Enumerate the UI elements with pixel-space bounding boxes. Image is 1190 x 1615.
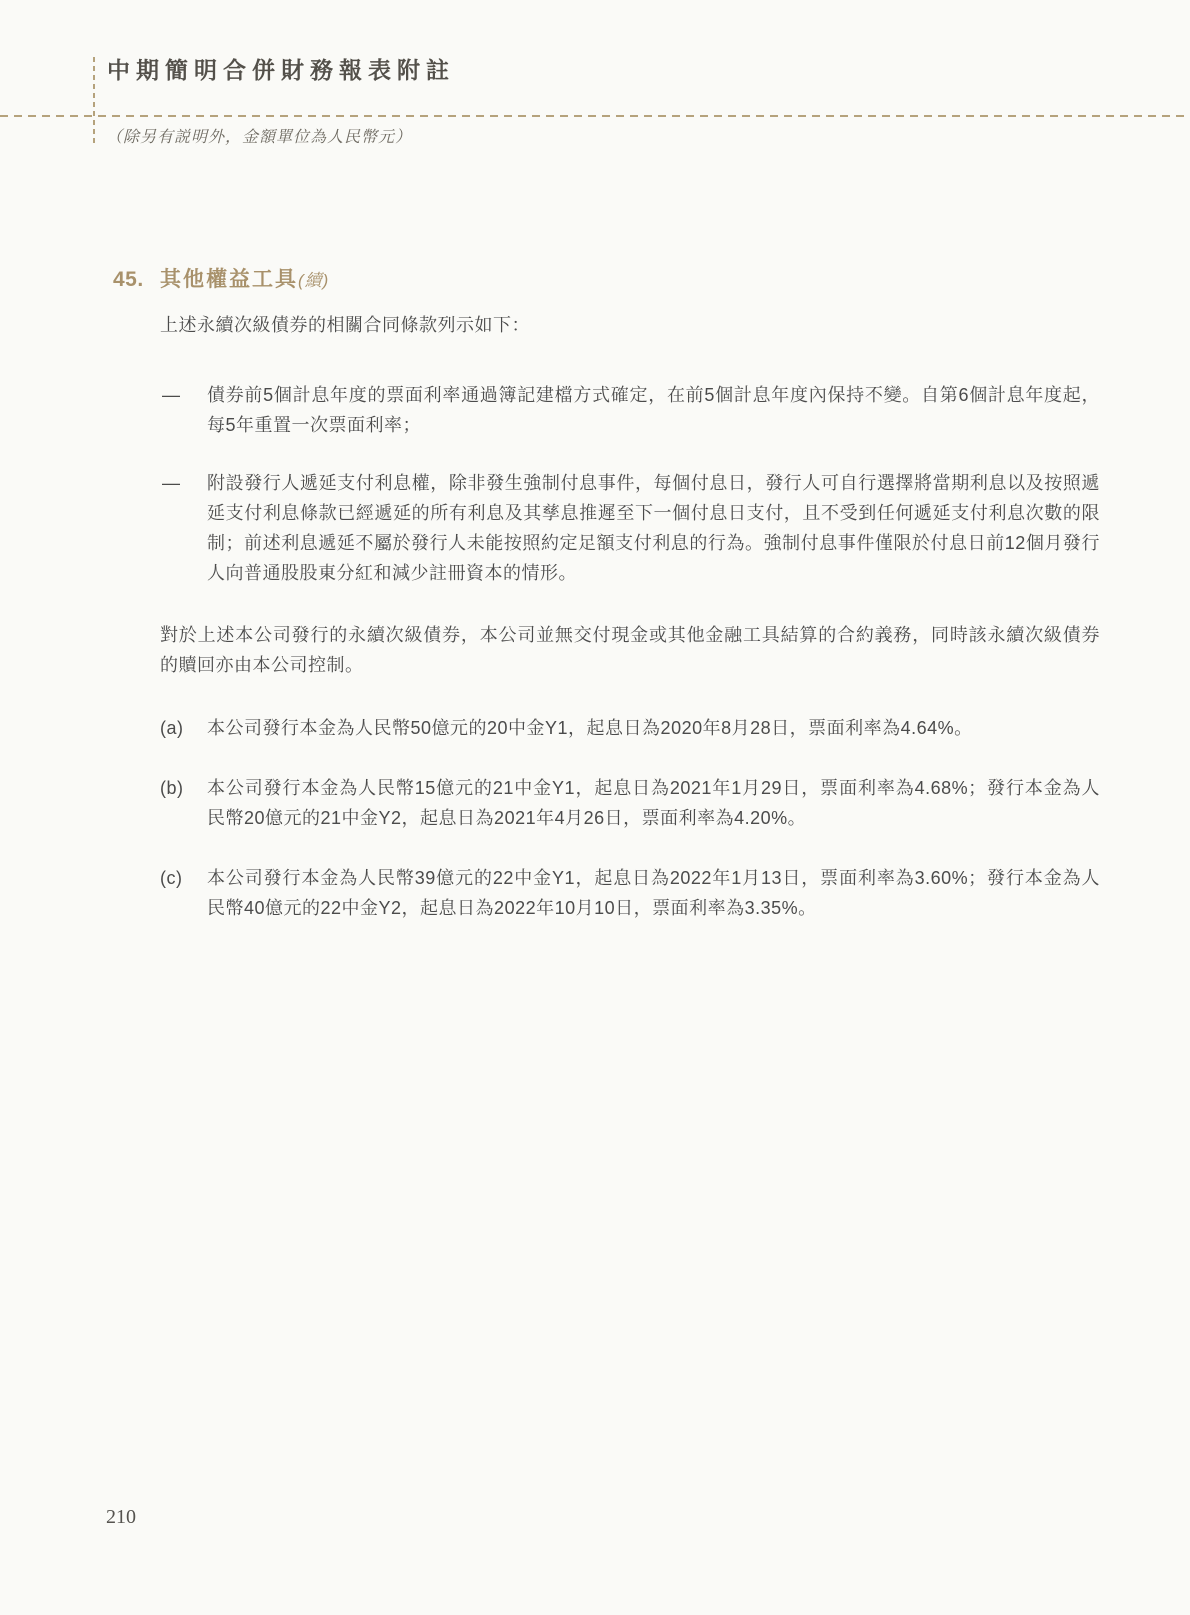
note-content: [113, 264, 1100, 953]
bullet-text: 債券前5個計息年度的票面利率通過簿記建檔方式確定，在前5個計息年度內保持不變。自第6個計息年度起，每5年重置一次票面利率；: [207, 385, 1100, 435]
section-number: 45.: [113, 268, 144, 291]
bullet-item: [160, 468, 1100, 588]
page-number: 210: [106, 1506, 136, 1528]
section-title: 其他權益工具: [160, 268, 298, 291]
list-item-label: (a): [160, 718, 184, 738]
bullet-text: 附設發行人遞延支付利息權，除非發生強制付息事件，每個付息日，發行人可自行選擇將當期利息以及按照遞延支付利息條款已經遞延的所有利息及其孳息推遲至下一個付息日支付，且不受到任何遞延支付利息次數的限制；前述利息遞延不屬於發行人未能按照約定足額支付利息的行為。強制付息事件僅限於付息日前12個月發行人向普通股股東分紅和減少註冊資本的情形。: [207, 473, 1100, 583]
bullet-dash-marker: —: [162, 473, 181, 493]
section-heading: [113, 264, 1100, 297]
section-continued-label: (續): [298, 271, 330, 290]
list-item-label: (b): [160, 778, 184, 798]
intro-paragraph: 上述永續次級債券的相關合同條款列示如下：: [160, 315, 530, 335]
header-vertical-dashed-rule: [93, 57, 95, 147]
list-item-c: [160, 863, 1100, 923]
body-paragraph: 對於上述本公司發行的永續次級債券，本公司並無交付現金或其他金融工具結算的合約義務，同時該永續次級債券的贖回亦由本公司控制。: [160, 625, 1100, 675]
list-item-a: [160, 713, 1100, 743]
page-subtitle: （除另有説明外，金額單位為人民幣元）: [106, 129, 413, 146]
list-item-label: (c): [160, 868, 183, 888]
list-item-text: 本公司發行本金為人民幣15億元的21中金Y1，起息日為2021年1月29日，票面利率為4.68%；發行本金為人民幣20億元的21中金Y2，起息日為2021年4月26日，票面利率為4.20%。: [207, 778, 1100, 828]
page-title: 中期簡明合併財務報表附註: [107, 58, 455, 83]
list-item-b: [160, 773, 1100, 833]
bullet-dash-marker: —: [162, 385, 181, 405]
list-item-text: 本公司發行本金為人民幣50億元的20中金Y1，起息日為2020年8月28日，票面利率為4.64%。: [207, 718, 973, 738]
header-horizontal-dashed-rule: [0, 115, 1190, 117]
bullet-item: [160, 380, 1100, 440]
list-item-text: 本公司發行本金為人民幣39億元的22中金Y1，起息日為2022年1月13日，票面利率為3.60%；發行本金為人民幣40億元的22中金Y2，起息日為2022年10月10日，票面利率為3.35%。: [207, 868, 1100, 918]
